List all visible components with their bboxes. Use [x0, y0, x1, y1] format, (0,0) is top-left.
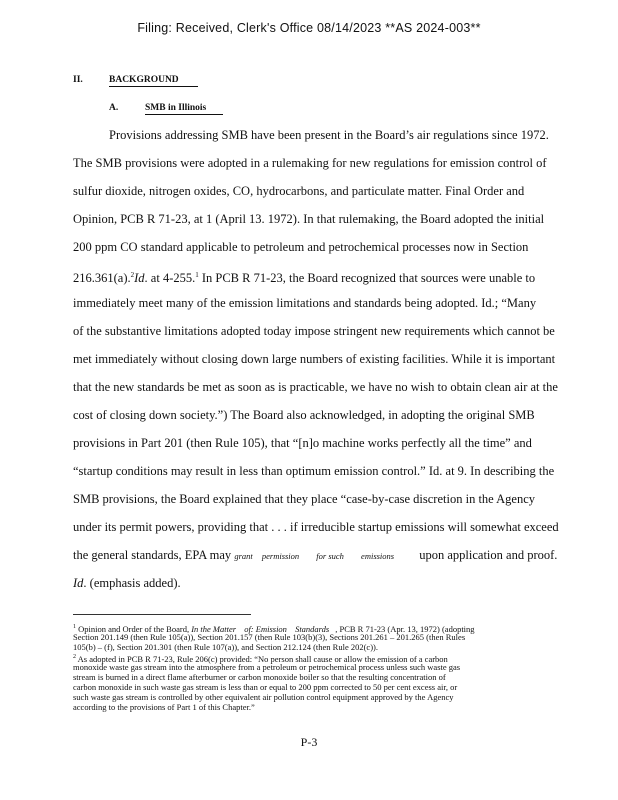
footnote-ref-1: 1 [195, 271, 199, 279]
id-citation: Id [134, 271, 145, 286]
emphasis-permission: permission [261, 551, 300, 561]
footnote-1-marker: 1 [73, 624, 76, 630]
section-title-underline [109, 86, 198, 87]
emphasis-grant: grant [234, 551, 253, 561]
footnote-2-line-4: carbon monoxide in such waste gas stream is less than or equal to 200 ppm corrected to 50 per cent excess air, or [73, 682, 458, 692]
body-line-17 [73, 576, 181, 590]
footnote-2-text: As adopted in PCB R 71-23, Rule 206(c) provided: “No person shall cause or allow the emission of a carbon [77, 653, 448, 664]
body-line-13-quote: “startup conditions may result in less than optimum emission control.” [73, 464, 426, 478]
filing-header: Filing: Received, Clerk's Office 08/14/2023 **AS 2024-003** [137, 21, 481, 35]
footnote-1-line-2: Section 201.149 (then Rule 105(a)), Section 201.157 (then Rule 103(b)(3), Sections 201.261 – 201.265 (then Rules [73, 632, 466, 642]
body-line-7-cite: Id.; “Many [478, 296, 537, 310]
body-line-15: under its permit powers, providing that . . . if irreducible startup emissions will somewhat exceed [73, 520, 559, 534]
id-citation-2: Id [73, 576, 84, 590]
footnote-ref-2: 2 [130, 271, 135, 279]
subsection-title: SMB in Illinois [145, 103, 207, 113]
footnote-2-marker: 2 [73, 654, 76, 660]
footnote-separator [73, 614, 251, 615]
footnote-1-rest: , PCB R 71-23 (Apr. 13, 1972) (adopting [335, 623, 475, 634]
body-line-7-text: immediately meet many of the emission limitations and standards being adopted. [73, 296, 479, 310]
page-cite: . at 4-255. [144, 271, 196, 286]
footnote-2-line-2: monoxide waste gas stream into the atmosphere from a petroleum or petrochemical process unless such waste gas [73, 662, 461, 672]
subsection-title-underline [145, 114, 223, 115]
body-line-16-text: the general standards, EPA may [73, 548, 232, 562]
section-number: II. [73, 75, 83, 85]
body-line-8: of the substantive limitations adopted today impose stringent new requirements which cannot be [73, 324, 555, 338]
section-ref: 216.361(a). [73, 271, 131, 286]
body-line-7 [73, 296, 536, 310]
emphasis-emissions: emissions [361, 551, 395, 561]
footnote-1-case-c: Standards [295, 623, 330, 634]
body-line-2: The SMB provisions were adopted in a rulemaking for new regulations for emission control of [73, 156, 547, 170]
footnote-2-line-6: according to the provisions of Part 1 of this Chapter.” [73, 702, 255, 712]
footnote-1-text: Opinion and Order of the Board, [78, 623, 190, 634]
body-line-13 [73, 464, 554, 478]
body-line-10: that the new standards be met as soon as is practicable, we have no wish to obtain clean air at the [73, 380, 558, 394]
subsection-letter: A. [109, 103, 119, 113]
body-line-6 [73, 268, 535, 285]
page-number: P-3 [300, 735, 318, 749]
footnote-1-line-3: 105(b) – (f), Section 201.301 (then Rule 107(a)), and Section 212.124 (then Rule 202(c)). [73, 642, 378, 652]
footnote-1-case-b: of: Emission [244, 623, 287, 634]
body-line-1: Provisions addressing SMB have been present in the Board’s air regulations since 1972. [109, 128, 549, 142]
body-line-13-cite: Id. at 9. [425, 464, 468, 478]
body-line-11: cost of closing down society.”) The Board also acknowledged, in adopting the original SMB [73, 408, 535, 422]
footnote-2-line-5: such waste gas stream is controlled by other equivalent air pollution control equipment approved by the Agency [73, 692, 454, 702]
body-line-14: SMB provisions, the Board explained that they place “case-by-case discretion in the Agency [73, 492, 536, 506]
body-line-16-end: upon application and proof. [419, 548, 558, 562]
body-line-5: 200 ppm CO standard applicable to petroleum and petrochemical processes now in Section [73, 240, 529, 254]
body-line-12: provisions in Part 201 (then Rule 105), that “[n]o machine works perfectly all the time” and [73, 436, 532, 450]
emphasis-note: . (emphasis added). [83, 576, 181, 590]
footnote-2-line-3: stream is burned in a direct flame afterburner or carbon monoxide boiler so that the resulting concentration of [73, 672, 446, 682]
body-line-3: sulfur dioxide, nitrogen oxides, CO, hydrocarbons, and particulate matter. Final Order and [73, 184, 525, 198]
body-line-13-text: In describing the [467, 464, 555, 478]
footnote-1-case-a: In the Matter [191, 623, 237, 634]
emphasis-for-such: for such [316, 551, 344, 561]
body-line-16 [73, 548, 557, 563]
section-title: BACKGROUND [109, 75, 179, 85]
body-line-9: met immediately without closing down large numbers of existing facilities. While it is important [73, 352, 556, 366]
body-line-6-text: In PCB R 71-23, the Board recognized that sources were unable to [198, 271, 536, 286]
body-line-4: Opinion, PCB R 71-23, at 1 (April 13. 1972). In that rulemaking, the Board adopted the initial [73, 212, 545, 226]
